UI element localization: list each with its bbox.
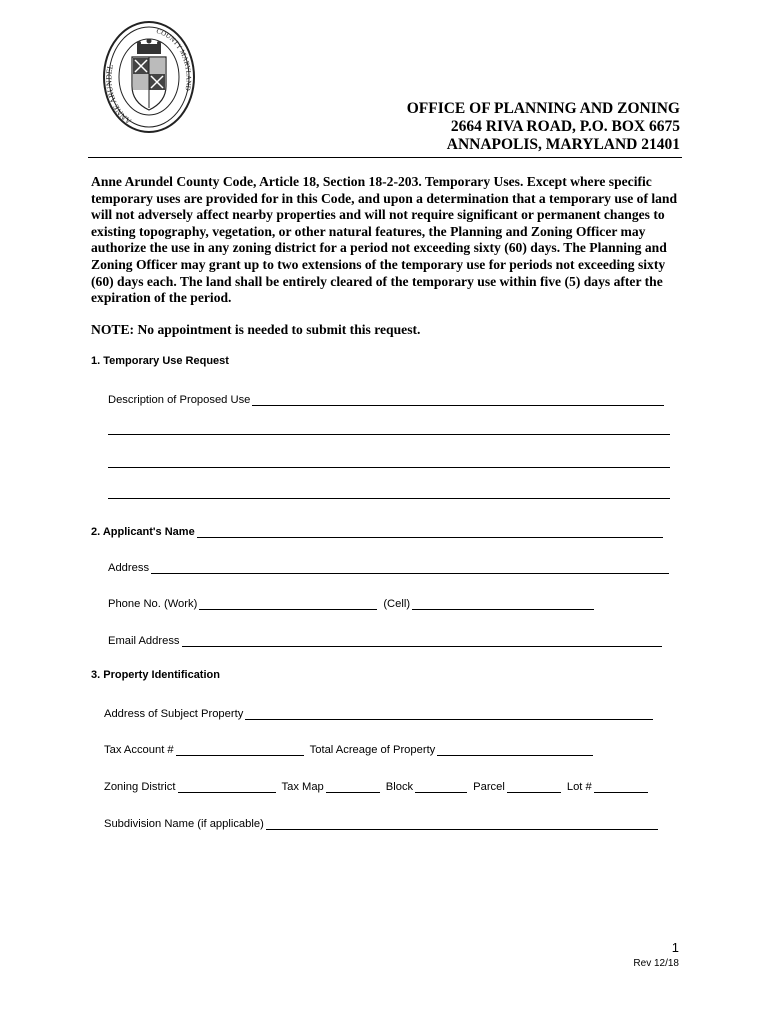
description-line-4[interactable]: [108, 498, 670, 499]
tax-map-input-line[interactable]: [326, 780, 380, 793]
office-header: [407, 100, 680, 154]
block-input-line[interactable]: [415, 780, 467, 793]
zoning-district-label: Zoning District: [104, 781, 176, 793]
phone-cell-label: (Cell): [383, 598, 411, 610]
parcel-input-line[interactable]: [507, 780, 561, 793]
subject-address-label: Address of Subject Property: [104, 708, 244, 720]
email-input-line[interactable]: [182, 634, 662, 647]
note-text: NOTE: No appointment is needed to submit this request.: [91, 322, 421, 337]
section-2-title: 2. Applicant's Name: [91, 526, 195, 538]
description-label: Description of Proposed Use: [108, 394, 251, 406]
seal-ring-text-left: ANNE ARUNDEL: [104, 63, 134, 126]
code-paragraph: Anne Arundel County Code, Article 18, Section 18-2-203. Temporary Uses. Except where specific temporary uses are provided for in this Code, and upon a determination that a temporary use of land will not adversely affect nearby properties and will not require significant or permanent changes to existing topography, vegetation, or other natural features, the Planning and Zoning Officer may authorize the use in any zoning district for a period not exceeding sixty (60) days. The Planning and Zoning Officer may grant up to two extensions of the temporary use for periods not exceeding sixty (60) days each. The land shall be entirely cleared of the temporary use within five (5) days after the expiration of the period.: [91, 174, 678, 306]
subdivision-label: Subdivision Name (if applicable): [104, 818, 264, 830]
lot-input-line[interactable]: [594, 780, 648, 793]
office-address-line-1: 2664 RIVA ROAD, P.O. BOX 6675: [450, 118, 680, 135]
description-line-2[interactable]: [108, 434, 670, 435]
phone-work-input-line[interactable]: [199, 597, 377, 610]
total-acreage-input-line[interactable]: [437, 743, 593, 756]
description-line-3[interactable]: [108, 467, 670, 468]
zoning-district-input-line[interactable]: [178, 780, 276, 793]
address-field[interactable]: [108, 558, 675, 574]
description-field[interactable]: [108, 390, 670, 406]
subdivision-input-line[interactable]: [266, 817, 658, 830]
applicant-name-input-line[interactable]: [197, 525, 663, 538]
tax-account-label: Tax Account #: [104, 744, 174, 756]
tax-account-input-line[interactable]: [176, 743, 304, 756]
block-label: Block: [385, 781, 414, 793]
parcel-label: Parcel: [473, 781, 505, 793]
seal-ring-text-right: COUNTY MARYLAND: [155, 27, 193, 92]
phone-field[interactable]: [108, 594, 600, 610]
subject-address-field[interactable]: [104, 704, 659, 720]
phone-work-label: Phone No. (Work): [108, 598, 198, 610]
applicant-name-field[interactable]: [91, 522, 669, 538]
address-label: Address: [108, 562, 150, 574]
email-field[interactable]: [108, 631, 668, 647]
section-1-title: 1. Temporary Use Request: [91, 355, 229, 367]
tax-map-label: Tax Map: [281, 781, 324, 793]
email-label: Email Address: [108, 635, 180, 647]
subdivision-field[interactable]: [104, 814, 664, 830]
tax-account-row[interactable]: [104, 740, 599, 756]
description-input-line[interactable]: [252, 393, 664, 406]
revision-label: Rev 12/18: [633, 958, 679, 969]
phone-cell-input-line[interactable]: [412, 597, 594, 610]
section-3-title: 3. Property Identification: [91, 669, 220, 681]
lot-label: Lot #: [566, 781, 592, 793]
office-name: OFFICE OF PLANNING AND ZONING: [406, 100, 680, 117]
header-divider: [88, 157, 682, 158]
total-acreage-label: Total Acreage of Property: [309, 744, 436, 756]
address-input-line[interactable]: [151, 561, 669, 574]
page-number: 1: [671, 940, 679, 955]
subject-address-input-line[interactable]: [245, 707, 653, 720]
office-address-line-2: ANNAPOLIS, MARYLAND 21401: [446, 136, 680, 153]
zoning-row[interactable]: [104, 777, 654, 793]
county-seal-logo: [102, 20, 196, 134]
